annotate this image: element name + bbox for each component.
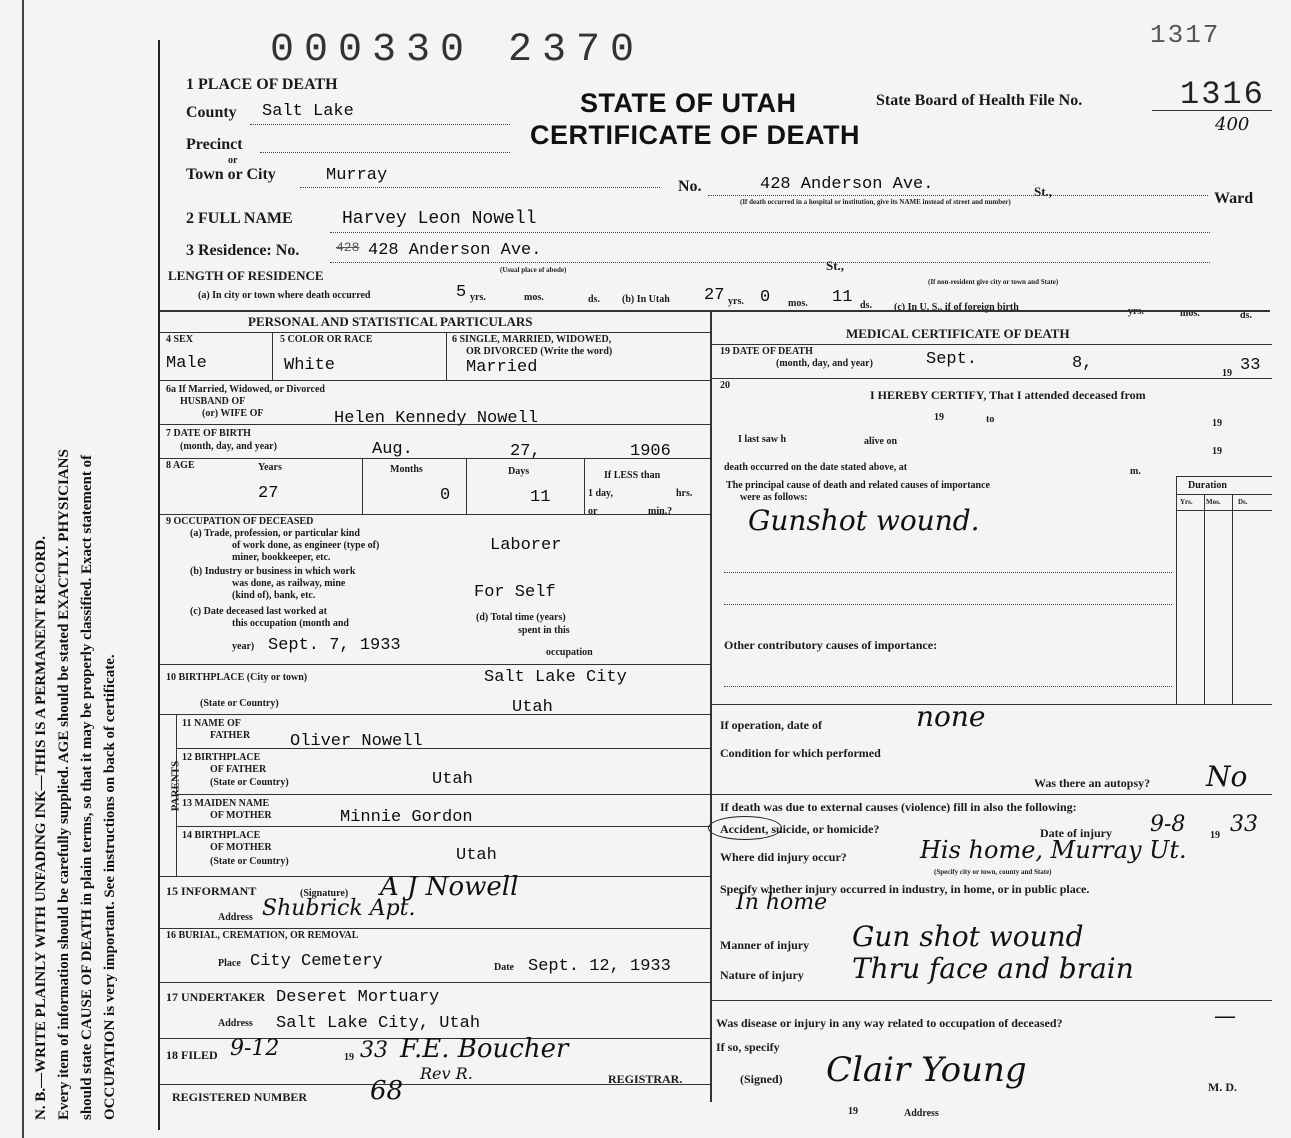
color-divider <box>446 332 447 380</box>
mother-label-1: 13 MAIDEN NAME <box>182 798 270 809</box>
father-birthplace-value: Utah <box>432 770 473 789</box>
residence-line <box>330 262 1210 263</box>
sidebar-line-1: N. B.—WRITE PLAINLY WITH UNFADING INK—THIS IS A PERMANENT RECORD. <box>33 536 49 1120</box>
marital-value: Married <box>466 358 538 377</box>
principal-label-2: were as follows: <box>740 492 808 503</box>
burial-date-value: Sept. 12, 1933 <box>528 957 671 976</box>
duration-top <box>1176 476 1272 477</box>
sex-label: 4 SEX <box>166 334 193 345</box>
duration-div-1 <box>1204 494 1205 704</box>
occ-b-2: was done, as railway, mine <box>232 578 346 589</box>
column-divider <box>710 312 712 1102</box>
certificate-title: CERTIFICATE OF DEATH <box>530 120 860 150</box>
burial-label: 16 BURIAL, CREMATION, OR REMOVAL <box>166 930 359 941</box>
length-residence-label: LENGTH OF RESIDENCE <box>168 268 324 283</box>
duration-yrs: Yrs. <box>1180 498 1193 506</box>
personal-heading: PERSONAL AND STATISTICAL PARTICULARS <box>248 314 533 329</box>
burial-place-value: City Cemetery <box>250 952 383 971</box>
where-note: (Specify city or town, county and State) <box>934 868 1052 876</box>
row-line-6 <box>160 714 710 715</box>
filed-year-value: 33 <box>360 1038 388 1063</box>
contributory-label: Other contributory causes of importance: <box>724 638 938 652</box>
md-label: M. D. <box>1208 1080 1237 1094</box>
row-line-3 <box>160 458 710 459</box>
residence-value: 428 Anderson Ave. <box>368 241 542 260</box>
registered-number-label: REGISTERED NUMBER <box>172 1090 308 1104</box>
town-label: Town or City <box>186 166 276 183</box>
duration-ds: Ds. <box>1238 498 1248 506</box>
row-line-5 <box>160 664 710 665</box>
occ-d-3: occupation <box>546 647 593 658</box>
medical-line-1 <box>712 378 1272 379</box>
filed-year-prefix: 19 <box>344 1052 354 1063</box>
specify-value: In home <box>736 890 828 915</box>
registered-number-note: Rev R. <box>420 1064 473 1083</box>
cause-value: Gunshot wound. <box>748 504 980 537</box>
informant-address-value: Shubrick Apt. <box>262 896 416 921</box>
last-worked-value: Sept. 7, 1933 <box>268 636 401 655</box>
age-years: 27 <box>258 484 279 503</box>
physician-signature: Clair Young <box>826 1050 1027 1090</box>
file-no-label: State Board of Health File No. <box>876 92 1083 109</box>
external-label: If death was due to external causes (violence) fill in also the following: <box>720 800 1077 814</box>
top-right-stamp: 1317 <box>1150 20 1221 50</box>
father-bp-label-2: OF FATHER <box>210 764 267 775</box>
mother-bp-label-1: 14 BIRTHPLACE <box>182 830 261 841</box>
dod-prefix: 19 <box>1222 368 1232 379</box>
precinct-line <box>260 152 510 153</box>
length-b-yrs-unit: yrs. <box>728 296 744 307</box>
occ-b-3: (kind of), bank, etc. <box>232 590 316 601</box>
sex-divider <box>272 332 273 380</box>
filed-label: 18 FILED <box>166 1048 218 1062</box>
death-occurred-label: death occurred on the date stated above, at <box>724 462 908 473</box>
dod-label-1: 19 DATE OF DEATH <box>720 346 813 357</box>
age-div-1 <box>362 458 363 514</box>
length-c-ds-unit: ds. <box>1240 310 1252 321</box>
age-div-2 <box>466 458 467 514</box>
hospital-note: (If death occurred in a hospital or institution, give its NAME instead of street and number) <box>740 198 1011 206</box>
file-no: 1316 <box>1180 76 1265 113</box>
row-line-2 <box>160 424 710 425</box>
nature-label: Nature of injury <box>720 968 804 982</box>
length-b-years: 27 <box>704 286 725 305</box>
bottom-19: 19 <box>848 1106 858 1117</box>
parents-line-2 <box>176 794 710 795</box>
undertaker-address-label: Address <box>218 1018 253 1029</box>
age-days: 11 <box>530 488 551 507</box>
occ-c-1: (c) Date deceased last worked at <box>190 606 327 617</box>
hrs-label: hrs. <box>676 488 693 499</box>
attend-19-b: 19 <box>1212 418 1222 429</box>
row-line-4 <box>160 514 710 515</box>
full-name-value: Harvey Leon Nowell <box>342 209 537 229</box>
parents-line-1 <box>176 748 710 749</box>
occ-c-3: year) <box>232 641 255 652</box>
precinct-label: Precinct <box>186 136 243 153</box>
town-value: Murray <box>326 166 388 185</box>
age-months-label: Months <box>390 464 423 475</box>
county-line <box>250 124 510 125</box>
occ-a-3: miner, bookkeeper, etc. <box>232 552 331 563</box>
address-line <box>708 195 1208 196</box>
serial-number: 000330 2370 <box>270 28 645 73</box>
residence-nonres: (If non-resident give city or town and State) <box>928 278 1059 286</box>
color-value: White <box>284 356 336 375</box>
cause-line-1 <box>724 572 1172 573</box>
cause-line-2 <box>724 604 1172 605</box>
ward-label: Ward <box>1214 190 1254 207</box>
or-label: or <box>228 155 238 166</box>
marital-label-1: 6 SINGLE, MARRIED, WIDOWED, <box>452 334 612 345</box>
length-c-label: (c) In U. S., if of foreign birth <box>894 302 1019 313</box>
dob-year: 1906 <box>630 442 671 461</box>
related-label: Was disease or injury in any way related to occupation of deceased? <box>716 1016 1063 1030</box>
injury-year-prefix: 19 <box>1210 830 1220 841</box>
informant-label: 15 INFORMANT <box>166 884 257 898</box>
principal-label-1: The principal cause of death and related causes of importance <box>726 480 990 491</box>
birth-state-label: (State or Country) <box>200 698 279 709</box>
death-m-label: m. <box>1130 466 1141 477</box>
attend-to: to <box>986 414 995 425</box>
father-label-1: 11 NAME OF <box>182 718 241 729</box>
cert-20-label: 20 <box>720 380 730 391</box>
spouse-label-3: (or) WIFE OF <box>202 408 264 419</box>
st-label: St., <box>1034 184 1053 199</box>
row-line-9 <box>160 982 710 983</box>
injury-year-value: 33 <box>1230 812 1258 837</box>
birthplace-label: 10 BIRTHPLACE (City or town) <box>166 672 308 683</box>
autopsy-value: No <box>1206 760 1248 793</box>
min-label: min.? <box>648 506 673 517</box>
row-line-1 <box>160 380 710 381</box>
length-b-months: 0 <box>760 288 771 307</box>
operation-value: none <box>916 700 986 733</box>
if-so-label: If so, specify <box>716 1040 780 1054</box>
industry-value: For Self <box>474 583 556 602</box>
sex-value: Male <box>166 354 207 373</box>
injury-date-value: 9-8 <box>1150 812 1186 837</box>
informant-address-label: Address <box>218 912 253 923</box>
certify-text: I HEREBY CERTIFY, That I attended deceased from <box>870 388 1146 402</box>
last-saw-label: I last saw h <box>738 434 787 445</box>
last-saw-19: 19 <box>1212 446 1222 457</box>
length-a-ds-unit: ds. <box>588 294 600 305</box>
medical-line-4 <box>712 1000 1272 1001</box>
dod-label-2: (month, day, and year) <box>776 358 873 369</box>
residence-st: St., <box>826 258 845 273</box>
attend-19-a: 19 <box>934 412 944 423</box>
dob-label-1: 7 DATE OF BIRTH <box>166 428 251 439</box>
parents-line-3 <box>176 826 710 827</box>
spouse-value: Helen Kennedy Nowell <box>334 409 539 428</box>
residence-label: 3 Residence: No. <box>186 242 300 259</box>
dod-day: 8, <box>1072 354 1093 373</box>
birth-state-value: Utah <box>512 698 553 717</box>
sidebar-line-4: OCCUPATION is very important. See instructions on back of certificate. <box>102 654 118 1120</box>
personal-heading-line <box>160 332 710 333</box>
occ-c-2: this occupation (month and <box>232 618 349 629</box>
length-a-years: 5 <box>456 283 467 302</box>
manner-label: Manner of injury <box>720 938 810 952</box>
color-label: 5 COLOR OR RACE <box>280 334 373 345</box>
mother-birthplace-value: Utah <box>456 846 497 865</box>
accident-label: Accident, suicide, or homicide? <box>720 822 880 836</box>
informant-value: A J Nowell <box>380 872 519 902</box>
accident-circle <box>708 816 782 840</box>
occ-b-1: (b) Industry or business in which work <box>190 566 356 577</box>
row-line-11 <box>160 1084 710 1085</box>
age-months: 0 <box>440 486 451 505</box>
father-bp-label-1: 12 BIRTHPLACE <box>182 752 261 763</box>
one-day-label: 1 day, <box>588 488 614 499</box>
injury-date-label: Date of injury <box>1040 826 1112 840</box>
spouse-label-1: 6a If Married, Widowed, or Divorced <box>166 384 325 395</box>
occupation-label: 9 OCCUPATION OF DECEASED <box>166 516 314 527</box>
medical-heading-line <box>712 344 1272 345</box>
town-line <box>300 187 660 188</box>
length-c-mos-unit: mos. <box>1180 308 1200 319</box>
occ-a-2: of work done, as engineer (type of) <box>232 540 380 551</box>
age-div-3 <box>584 458 585 514</box>
length-b-ds-unit: ds. <box>860 300 872 311</box>
birthplace-value: Salt Lake City <box>484 668 627 687</box>
mother-label-2: OF MOTHER <box>210 810 272 821</box>
registrar-label: REGISTRAR. <box>608 1072 683 1086</box>
length-b-days: 11 <box>832 288 853 307</box>
duration-sub <box>1176 494 1272 495</box>
dod-month: Sept. <box>926 350 978 369</box>
autopsy-label: Was there an autopsy? <box>1034 776 1151 790</box>
file-no-sub: 400 <box>1215 114 1250 135</box>
father-value: Oliver Nowell <box>290 732 423 751</box>
operation-label: If operation, date of <box>720 718 822 732</box>
row-line-8 <box>160 928 710 929</box>
duration-div-2 <box>1232 494 1233 704</box>
medical-line-2 <box>712 704 1272 705</box>
father-label-2: FATHER <box>210 730 251 741</box>
dod-year: 33 <box>1240 356 1261 375</box>
duration-mos: Mos. <box>1206 498 1221 506</box>
contrib-line <box>724 686 1172 687</box>
page-left-edge <box>22 0 24 1138</box>
sidebar-line-2: Every item of information should be carefully supplied. AGE should be stated EXACTLY. PHYSICIANS <box>56 449 72 1120</box>
burial-date-label: Date <box>494 962 514 973</box>
dob-label-2: (month, day, and year) <box>180 441 277 452</box>
form-left-border <box>158 40 160 1130</box>
marital-label-2: OR DIVORCED (Write the word) <box>466 346 613 357</box>
signed-label: (Signed) <box>740 1072 783 1086</box>
undertaker-value: Deseret Mortuary <box>276 988 440 1007</box>
length-b-label: (b) In Utah <box>622 294 670 305</box>
age-days-label: Days <box>508 466 530 477</box>
undertaker-label: 17 UNDERTAKER <box>166 990 266 1004</box>
where-value: His home, Murray Ut. <box>920 836 1187 864</box>
less-than-label: If LESS than <box>604 470 661 481</box>
condition-label: Condition for which performed <box>720 746 881 760</box>
mother-bp-label-2: OF MOTHER <box>210 842 272 853</box>
registrar-signature: F.E. Boucher <box>400 1034 569 1064</box>
spouse-label-2: HUSBAND OF <box>180 396 246 407</box>
medical-line-3 <box>712 794 1272 795</box>
related-value: — <box>1214 1004 1236 1029</box>
place-of-death-label: 1 PLACE OF DEATH <box>186 76 338 93</box>
father-bp-label-3: (State or Country) <box>210 777 289 788</box>
sidebar-instructions <box>30 60 150 1120</box>
length-c-yrs-unit: yrs. <box>1128 306 1144 317</box>
full-name-line <box>330 232 1210 233</box>
bottom-address-label: Address <box>904 1108 939 1119</box>
nature-value: Thru face and brain <box>852 952 1134 985</box>
specify-label: Specify whether injury occurred in industry, in home, or in public place. <box>720 882 1090 896</box>
medical-heading: MEDICAL CERTIFICATE OF DEATH <box>846 326 1070 341</box>
informant-signature-label: (Signature) <box>300 888 349 899</box>
section-divider <box>160 310 1270 312</box>
undertaker-address-value: Salt Lake City, Utah <box>276 1014 481 1033</box>
mother-value: Minnie Gordon <box>340 808 473 827</box>
state-title: STATE OF UTAH <box>580 88 797 118</box>
age-label: 8 AGE <box>166 460 195 471</box>
no-label: No. <box>678 178 702 195</box>
length-a-mos-unit: mos. <box>524 292 544 303</box>
residence-usual: (Usual place of abode) <box>500 266 567 274</box>
full-name-label: 2 FULL NAME <box>186 210 293 227</box>
county-label: County <box>186 104 237 121</box>
filed-date-value: 9-12 <box>230 1036 280 1061</box>
occupation-value: Laborer <box>490 536 562 555</box>
length-a-yrs-unit: yrs. <box>470 292 486 303</box>
registered-number-value: 68 <box>370 1076 404 1106</box>
or-min-label: or <box>588 506 598 517</box>
sidebar-line-3: should state CAUSE OF DEATH in plain terms, so that it may be properly classified. Exact statement of <box>79 454 95 1120</box>
alive-on-label: alive on <box>864 436 898 447</box>
file-no-line <box>1152 110 1272 111</box>
occ-d-1: (d) Total time (years) <box>476 612 566 623</box>
length-a-label: (a) In city or town where death occurred <box>198 290 371 301</box>
dob-month: Aug. <box>372 440 413 459</box>
county-value: Salt Lake <box>262 102 354 121</box>
occ-a-1: (a) Trade, profession, or particular kind <box>190 528 360 539</box>
dob-day: 27, <box>510 442 541 461</box>
where-label: Where did injury occur? <box>720 850 847 864</box>
manner-value: Gun shot wound <box>852 920 1084 953</box>
burial-place-label: Place <box>218 958 241 969</box>
parents-label: PARENTS <box>169 760 182 812</box>
mother-bp-label-3: (State or Country) <box>210 856 289 867</box>
duration-label: Duration <box>1188 480 1227 491</box>
age-years-label: Years <box>258 462 282 473</box>
residence-struck: 428 <box>336 240 360 255</box>
duration-header-bottom <box>1176 510 1272 511</box>
death-address: 428 Anderson Ave. <box>760 175 934 194</box>
length-b-mos-unit: mos. <box>788 298 808 309</box>
occ-d-2: spent in this <box>518 625 570 636</box>
